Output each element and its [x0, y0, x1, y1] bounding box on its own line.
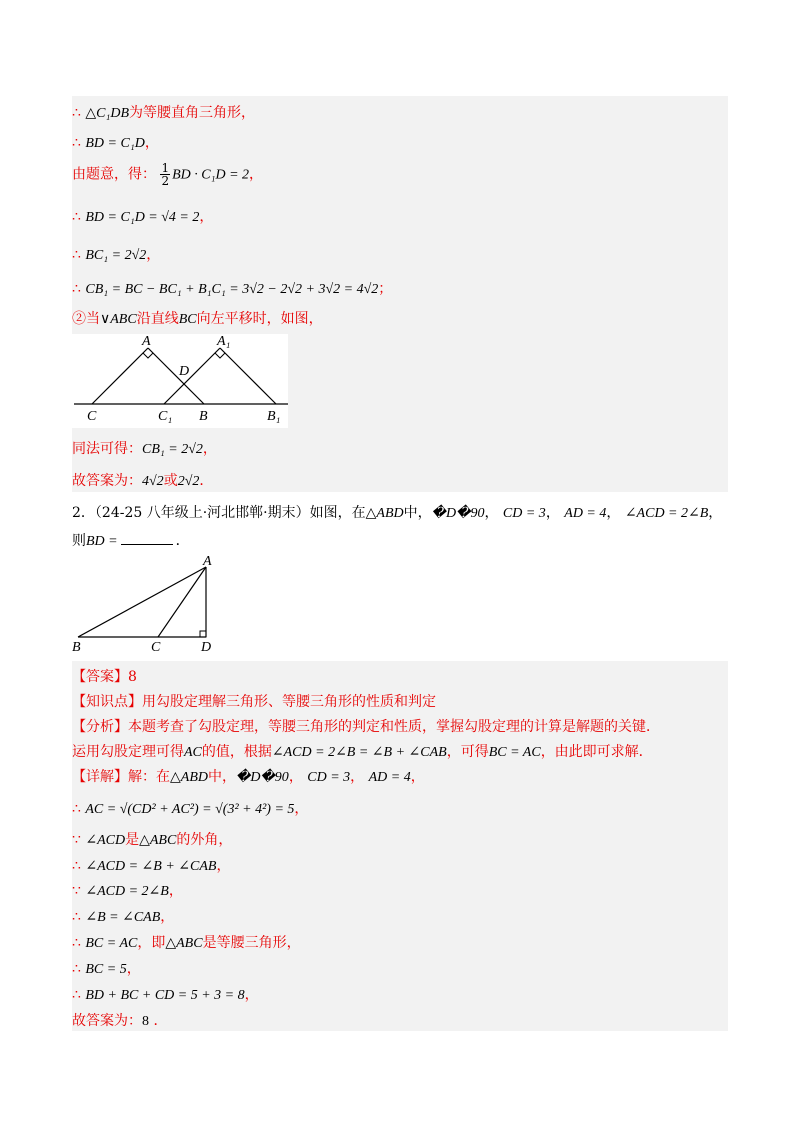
segment-AB: [148, 348, 204, 404]
sol1-line-8: 同法可得：CB₁ = 2√2，: [72, 441, 217, 457]
sol1-line-4: ∴ BD = C₁D = √4 = 2，: [72, 209, 214, 225]
solution-1-block: [72, 96, 728, 492]
label-C: C: [151, 640, 161, 653]
fraction-one-half: $\frac{1}{2}$: [161, 161, 170, 188]
solution-2-block: [72, 661, 728, 1031]
segment-AC: [158, 567, 206, 637]
label-A: A: [142, 334, 151, 349]
step-8: ∴ BD + BC + CD = 5 + 3 = 8，: [72, 987, 259, 1003]
label-A: A: [203, 554, 212, 569]
step-5: ∴ ∠B = ∠CAB，: [72, 909, 175, 925]
right-angle-mark-D: [200, 631, 206, 637]
answer-line: 【答案】8: [72, 669, 137, 685]
label-C: C: [87, 409, 97, 424]
step-6: ∴ BC = AC，即△ABC是等腰三角形，: [72, 935, 301, 951]
figure-triangle-translation: [72, 334, 288, 428]
right-angle-mark-A: [143, 353, 153, 358]
sol1-line-6: ∴ CB₁ = BC − BC₁ + B₁C₁ = 3√2 − 2√2 + 3√2 = 4√2；: [72, 281, 393, 297]
question-2-line-1: 2．（24-25 八年级上·河北邯郸·期末）如图，在△ABD中，�D�90， CD = 3， AD = 4， ∠ACD = 2∠B，: [72, 505, 723, 521]
sol1-line-9: 故答案为：4√2或2√2．: [72, 473, 214, 489]
label-B1: B₁: [267, 409, 281, 424]
question-2-line-2: 则BD = ．: [72, 533, 190, 549]
segment-A1B1: [220, 348, 276, 404]
sol1-line-7: ②当∨ABC沿直线BC向左平移时，如图，: [72, 311, 323, 327]
label-C1: C₁: [158, 409, 173, 424]
step-2: ∵ ∠ACD是△ABC的外角，: [72, 832, 233, 848]
analysis-line-2: 运用勾股定理可得AC的值，根据∠ACD = 2∠B = ∠B + ∠CAB，可得BC = AC，由此即可求解．: [72, 744, 653, 760]
step-4: ∵ ∠ACD = 2∠B，: [72, 883, 183, 899]
analysis-line-1: 【分析】本题考查了勾股定理，等腰三角形的判定和性质，掌握勾股定理的计算是解题的关键．: [72, 719, 660, 735]
right-angle-mark-A1: [215, 353, 225, 358]
label-A1: A₁: [217, 334, 231, 349]
figure-right-triangle-ABD: [70, 553, 240, 653]
answer-blank[interactable]: [121, 544, 173, 545]
segment-CA: [92, 348, 148, 404]
label-B: B: [199, 409, 208, 424]
label-D: D: [179, 364, 190, 379]
final-answer: 故答案为：8 ．: [72, 1013, 168, 1029]
step-3: ∴ ∠ACD = ∠B + ∠CAB，: [72, 858, 231, 874]
segment-C1A1: [164, 348, 220, 404]
step-7: ∴ BC = 5，: [72, 961, 141, 977]
segment-AB: [78, 567, 206, 637]
label-D: D: [201, 640, 212, 653]
sol1-line-1: ∴ △C₁DB为等腰直角三角形，: [72, 105, 256, 121]
step-1: ∴ AC = √(CD² + AC²) = √(3² + 4²) = 5，: [72, 801, 309, 817]
sol1-line-3: 由题意，得： $\frac{1}{2}$ BD · C₁D = 2，: [72, 161, 264, 188]
sol1-line-2: ∴ BD = C₁D，: [72, 135, 159, 151]
knowledge-line: 【知识点】用勾股定理解三角形、等腰三角形的性质和判定: [72, 694, 436, 710]
sol1-line-5: ∴ BC₁ = 2√2，: [72, 247, 161, 263]
detail-line: 【详解】解：在△ABD中，�D�90， CD = 3， AD = 4，: [72, 769, 425, 785]
label-B: B: [72, 640, 81, 653]
